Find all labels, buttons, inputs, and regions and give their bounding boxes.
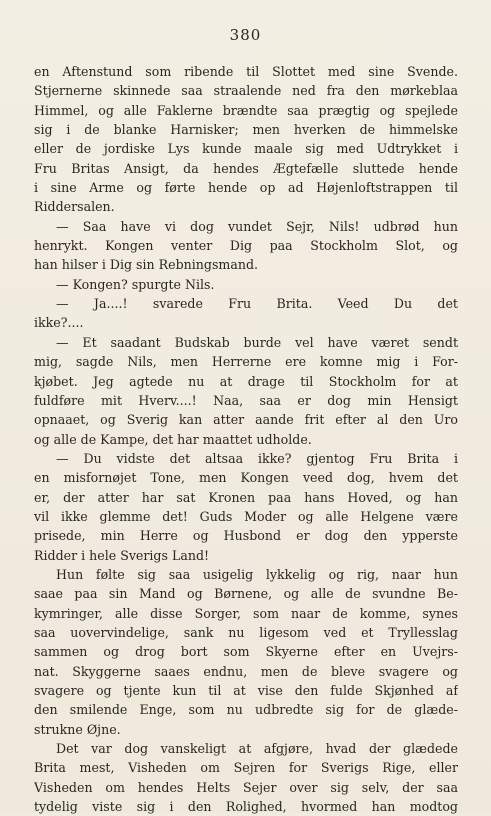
text-line: — Et saadant Budskab burde vel have været sendt — [56, 334, 458, 350]
text-line: fuldføre mit Hverv....! Naa, saa er dog min Hensigt — [34, 392, 458, 408]
text-line: en Aftenstund som ribende til Slottet med sine Svende. — [34, 64, 458, 79]
text-line: strukne Øjne. — [34, 721, 121, 737]
text-line: vil ikke glemme det! Guds Moder og alle Helgene være — [34, 508, 458, 524]
text-line: er, der atter har sat Kronen paa hans Hoved, og han — [34, 489, 458, 505]
text-line: en misfornøjet Tone, men Kongen veed dog, hvem det — [34, 470, 458, 486]
text-line: saae paa sin Mand og Børnene, og alle de svundne Be- — [34, 586, 458, 602]
text-line: eller de jordiske Lys kunde maale sig med Udtrykket i — [34, 141, 458, 157]
text-line: — Kongen? spurgte Nils. — [56, 276, 215, 292]
text-line: svagere og tjente kun til at vise den fulde Skjønhed af — [34, 683, 458, 698]
text-line: Hun følte sig saa usigelig lykkelig og rig, naar hun — [56, 566, 458, 582]
text-line: Visheden om hendes Helts Sejer over sig selv, der saa — [34, 779, 458, 795]
text-line: — Du vidste det altsaa ikke? gjentog Fru Brita i — [56, 450, 458, 466]
text-line: — Ja....! svarede Fru Brita. Veed Du det — [56, 296, 458, 312]
page-body-text — [34, 62, 458, 816]
text-line: Stjernerne skinnede saa straalende ned fra den mørkeblaa — [34, 83, 458, 99]
text-line: og alle de Kampe, det har maattet udholde. — [34, 431, 312, 447]
text-line: prisede, min Herre og Husbond er dog den ypperste — [34, 528, 458, 544]
text-line: Brita mest, Visheden om Sejren for Sverigs Rige, eller — [34, 760, 458, 776]
text-line: Fru Britas Ansigt, da hendes Ægtefælle sluttede hende — [34, 160, 458, 176]
text-line: — Saa have vi dog vundet Sejr, Nils! udbrød hun — [56, 218, 458, 234]
text-line: han hilser i Dig sin Rebningsmand. — [34, 257, 259, 273]
text-line: sig i de blanke Harnisker; men hverken de himmelske — [34, 122, 458, 138]
text-line: den smilende Enge, som nu udbredte sig for de glæde- — [34, 702, 458, 718]
text-line: ikke?.... — [34, 315, 84, 331]
text-line: Riddersalen. — [34, 199, 115, 215]
text-line: tydelig viste sig i den Rolighed, hvormed han modtog — [34, 799, 458, 815]
text-line: henrykt. Kongen venter Dig paa Stockholm Slot, og — [34, 238, 458, 254]
text-line: Himmel, og alle Faklerne brændte saa prægtig og spejlede — [34, 102, 458, 118]
text-line: kymringer, alle disse Sorger, som naar de komme, synes — [34, 605, 458, 621]
text-line: Ridder i hele Sverigs Land! — [34, 547, 210, 563]
text-line: Det var dog vanskeligt at afgjøre, hvad der glædede — [56, 741, 458, 757]
text-line: opnaaet, og Sverig kan atter aande frit efter al den Uro — [34, 412, 458, 428]
text-line: nat. Skyggerne saaes endnu, men de bleve svagere og — [34, 663, 458, 679]
text-line: saa uovervindelige, sank nu ligesom ved et Tryllesslag — [34, 624, 458, 640]
page-number: 380 — [229, 26, 262, 44]
text-line: i sine Arme og førte hende op ad Højenloftstrappen til — [34, 180, 458, 196]
text-line: mig, sagde Nils, men Herrerne ere komne mig i For- — [34, 354, 458, 370]
text-line: kjøbet. Jeg agtede nu at drage til Stockholm for at — [34, 373, 458, 389]
text-line: sammen og drog bort som Skyerne efter en Uvejrs- — [34, 644, 458, 660]
